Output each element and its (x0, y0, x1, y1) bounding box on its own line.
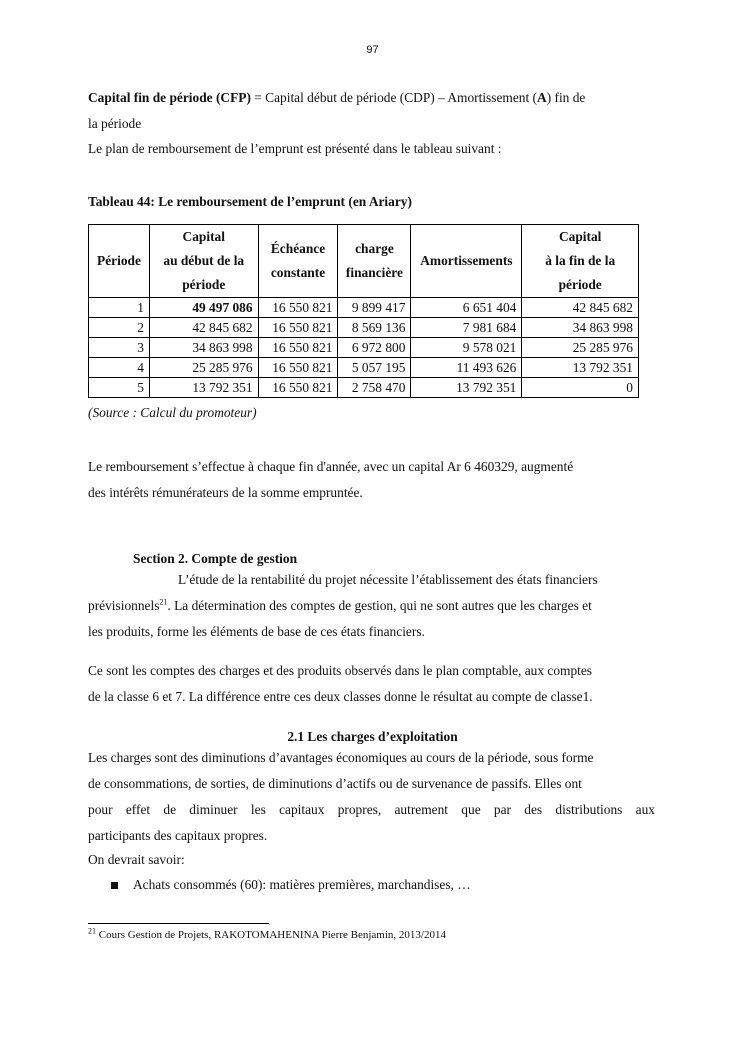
table-row: 3 34 863 998 16 550 821 6 972 800 9 578 021 25 285 976 (89, 338, 639, 358)
formula-text-b: ) fin de (546, 90, 586, 105)
remb-line-1: Le remboursement s’effectue à chaque fin d'année, avec un capital Ar 6 460329, augmenté (88, 459, 574, 474)
bullet-item: Achats consommés (60): matières premières, marchandises, … (133, 877, 471, 892)
charges-line-3: pour effet de diminuer les capitaux propres, autrement que par des distributions aux (88, 802, 655, 817)
table-caption: Tableau 44: Le remboursement de l’emprunt (en Ariary) (88, 194, 412, 209)
header-charge: charge financière (338, 225, 411, 298)
header-echeance: Échéance constante (258, 225, 338, 298)
section-line-3: les produits, forme les éléments de base de ces états financiers. (88, 624, 425, 639)
repayment-table (88, 224, 639, 398)
section-title: Section 2. Compte de gestion (133, 551, 298, 566)
footnote-divider (88, 923, 269, 924)
remb-line-2: des intérêts rémunérateurs de la somme empruntée. (88, 485, 363, 500)
footnote-number: 21 (88, 926, 96, 936)
subsection-title: 2.1 Les charges d’exploitation (287, 729, 458, 744)
classes-line-1: Ce sont les comptes des charges et des produits observés dans le plan comptable, aux comptes (88, 663, 593, 678)
page-number: 97 (366, 44, 379, 56)
formula-bold-cfp: Capital fin de période (CFP) (88, 90, 251, 105)
charges-line-4: participants des capitaux propres. (88, 828, 268, 843)
header-amortissements: Amortissements (411, 225, 522, 298)
footnote-ref: 21 (159, 597, 168, 607)
classes-line-2: de la classe 6 et 7. La différence entre ces deux classes donne le résultat au compte de classe1. (88, 689, 593, 704)
formula-text-a: = Capital début de période (CDP) – Amortissement ( (250, 90, 538, 105)
table-row: 1 49 497 086 16 550 821 9 899 417 6 651 404 42 845 682 (89, 298, 639, 318)
header-capital-debut: Capital au début de la période (149, 225, 258, 298)
table-row: 2 42 845 682 16 550 821 8 569 136 7 981 684 34 863 998 (89, 318, 639, 338)
section-line-1: L’étude de la rentabilité du projet nécessite l’établissement des états financiers (178, 572, 598, 587)
formula-line-2: la période (88, 116, 142, 131)
on-devrait-savoir: On devrait savoir: (88, 852, 185, 867)
table-header-row (89, 225, 639, 298)
header-periode: Période (89, 225, 150, 298)
formula-bold-a: A (537, 90, 547, 105)
charges-line-1: Les charges sont des diminutions d’avantages économiques au cours de la période, sous forme (88, 750, 594, 765)
section-line-2: prévisionnels$^{21}$. La détermination des comptes de gestion, qui ne sont autres que les charges et (88, 597, 592, 613)
formula-line-1 (88, 90, 585, 106)
charges-line-2: de consommations, de sorties, de diminutions d’actifs ou de survenance de passifs. Elles ont (88, 776, 582, 791)
footnote-text: Cours Gestion de Projets, RAKOTOMAHENINA Pierre Benjamin, 2013/2014 (96, 929, 446, 941)
table-row: 4 25 285 976 16 550 821 5 057 195 11 493 626 13 792 351 (89, 358, 639, 378)
intro-line: Le plan de remboursement de l’emprunt est présenté dans le tableau suivant : (88, 141, 502, 156)
square-bullet-icon (111, 882, 118, 889)
header-capital-fin: Capital à la fin de la période (522, 225, 639, 298)
table-row: 5 13 792 351 16 550 821 2 758 470 13 792 351 0 (89, 378, 639, 398)
table-source: (Source : Calcul du promoteur) (88, 405, 257, 420)
footnote (88, 926, 446, 941)
